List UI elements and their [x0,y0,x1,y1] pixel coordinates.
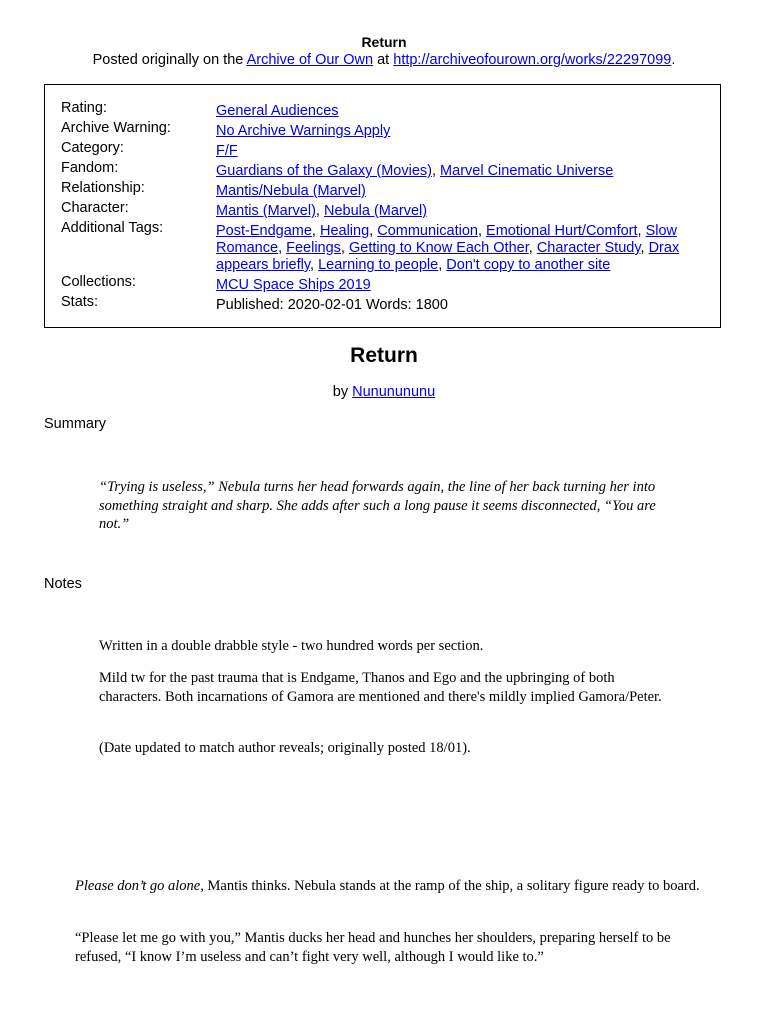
tag-link[interactable]: Character Study [536,240,641,256]
character-link[interactable]: Nebula (Marvel) [323,203,428,219]
document-title: Return [361,34,407,50]
by-text: by [332,384,353,400]
tag-link[interactable]: Slow Romance [216,223,678,256]
notes-paragraph: (Date updated to match author reveals; originally posted 18/01). [99,740,471,756]
story-paragraph: “Please let me go with you,” Mantis ducks her head and hunches her shoulders, preparing herself to be refused, “I know I’m useless and can’t fight very well, although I would like to.” [75,930,671,965]
story-paragraph [75,877,705,896]
tag-link[interactable]: Healing [319,223,370,239]
relationship-link[interactable]: Mantis/Nebula (Marvel) [216,183,366,199]
warning-label: Archive Warning: [61,120,171,136]
tag-link[interactable]: Drax appears briefly [216,240,680,273]
stats-value: Published: 2020-02-01 Words: 1800 [216,297,448,313]
category-label: Category: [61,140,124,156]
tag-link[interactable]: Learning to people [318,257,439,273]
stats-label: Stats: [61,294,99,310]
metadata-box: Rating: General Audiences Archive Warning: No Archive Warnings Apply Category: F/F Fandom: Guardians of the Galaxy (Movies), Marvel Cinematic Universe Relationship: Mantis/Nebula (Marvel) Character: Mantis (Marvel), Nebula (Marvel) Additional Tags: Post-Endgame, Healing, Communication, Emotional Hurt/Comfort, Slow Romance, Feelings, Getting to Know Each Other, Character Study, Drax appears briefly, Learning to people, Don't copy to another site Collections: MCU Space Ships 2019 Stats: Published: 2020-02-01 Words: 1800 [44,84,721,328]
relationship-label: Relationship: [61,180,145,196]
story-italic-text: Please don’t go alone, [75,878,204,894]
category-link[interactable]: F/F [216,143,238,159]
notes-paragraph: Mild tw for the past trauma that is Endgame, Thanos and Ego and the upbringing of both characters. Both incarnations of Gamora are mentioned and there's mildly implied Gamora/Peter. [99,670,662,705]
fandom-label: Fandom: [61,160,119,176]
notes-paragraph: Written in a double drabble style - two hundred words per section. [99,638,484,654]
tag-link[interactable]: Getting to Know Each Other [349,240,529,256]
tag-link[interactable]: Emotional Hurt/Comfort [486,223,638,239]
rating-link[interactable]: General Audiences [216,103,339,119]
character-link[interactable]: Mantis (Marvel) [216,203,316,219]
warning-link[interactable]: No Archive Warnings Apply [216,123,391,139]
notes-heading: Notes [44,576,82,592]
tag-link[interactable]: Communication [377,223,478,239]
author-link[interactable]: Nununununu [352,384,436,400]
at-text: at [373,52,394,68]
tag-link[interactable]: Feelings [286,240,341,256]
character-label: Character: [61,200,129,216]
posted-prefix: Posted originally on the [92,52,247,68]
collections-label: Collections: [61,274,136,290]
tag-link[interactable]: Don't copy to another site [446,257,611,273]
byline [0,384,768,400]
rating-label: Rating: [61,100,107,116]
summary-text: “Trying is useless,” Nebula turns her head forwards again, the line of her back turning her into something straight and sharp. She adds after such a long pause it seems disconnected, “You are not.” [99,479,656,532]
fandom-link[interactable]: Marvel Cinematic Universe [440,163,614,179]
fandom-link[interactable]: Guardians of the Galaxy (Movies) [216,163,432,179]
collection-link[interactable]: MCU Space Ships 2019 [216,277,371,293]
summary-heading: Summary [44,416,107,432]
work-title: Return [350,344,418,367]
work-url-link[interactable]: http://archiveofourown.org/works/22297099 [393,52,672,68]
posted-line [0,52,768,68]
tags-label: Additional Tags: [61,220,164,236]
tag-link[interactable]: Post-Endgame [216,223,312,239]
story-text: Mantis thinks. Nebula stands at the ramp of the ship, a solitary figure ready to board. [203,878,700,894]
archive-link[interactable]: Archive of Our Own [246,52,374,68]
period: . [671,52,676,68]
